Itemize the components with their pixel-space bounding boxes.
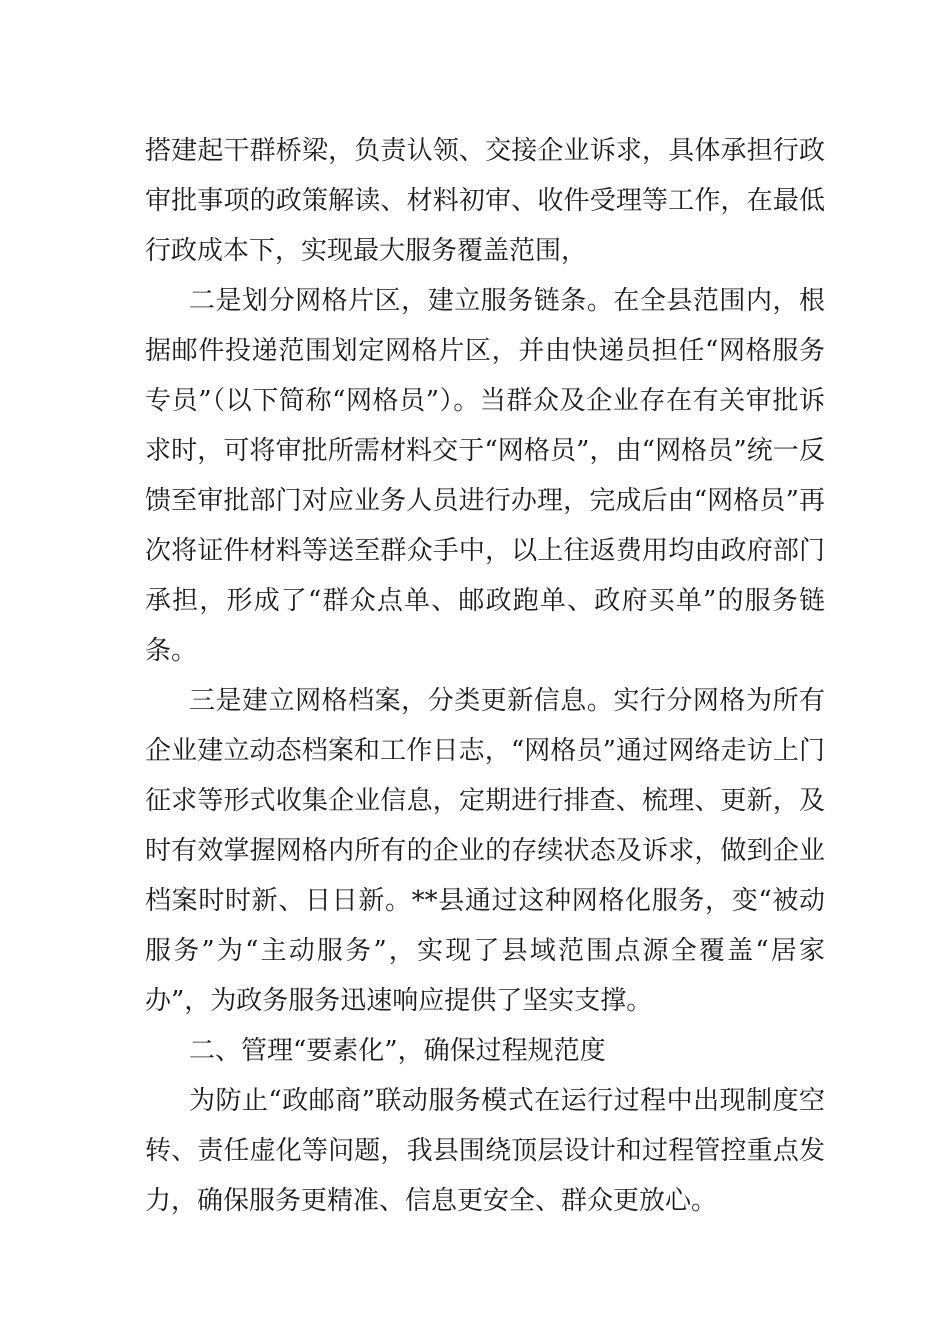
paragraph-grid-division: 二是划分网格片区，建立服务链条。在全县范围内，根据邮件投递范围划定网格片区，并由快递员担任“网格服务专员”（以下简称“网格员”）。当群众及企业存在有关审批诉求时，可将审批所需材料交于“网格员”，由“网格员”统一反馈至审批部门对应业务人员进行办理，完成后由“网格员”再次将证件材料等送至群众手中，以上往返费用均由政府部门承担，形成了“群众点单、邮政跑单、政府买单”的服务链条。 <box>145 286 825 666</box>
paragraph-grid-archives: 三是建立网格档案，分类更新信息。实行分网格为所有企业建立动态档案和工作日志，“网格员”通过网络走访上门征求等形式收集企业信息，定期进行排查、梳理、更新，及时有效掌握网格内所有的企业的存续状态及诉求，做到企业档案时时新、日日新。**县通过这种网格化服务，变“被动服务”为“主动服务”，实现了县域范围点源全覆盖“居家办”，为政务服务迅速响应提供了坚实支撑。 <box>145 686 825 1016</box>
paragraph-management-intro: 为防止“政邮商”联动服务模式在运行过程中出现制度空转、责任虚化等问题，我县围绕顶层设计和过程管控重点发力，确保服务更精准、信息更安全、群众更放心。 <box>145 1086 825 1216</box>
paragraph-continuation: 搭建起干群桥梁，负责认领、交接企业诉求，具体承担行政审批事项的政策解读、材料初审、收件受理等工作，在最低行政成本下，实现最大服务覆盖范围， <box>145 136 825 266</box>
section-heading-management: 二、管理“要素化”，确保过程规范度 <box>189 1036 606 1066</box>
document-page <box>145 126 825 1226</box>
